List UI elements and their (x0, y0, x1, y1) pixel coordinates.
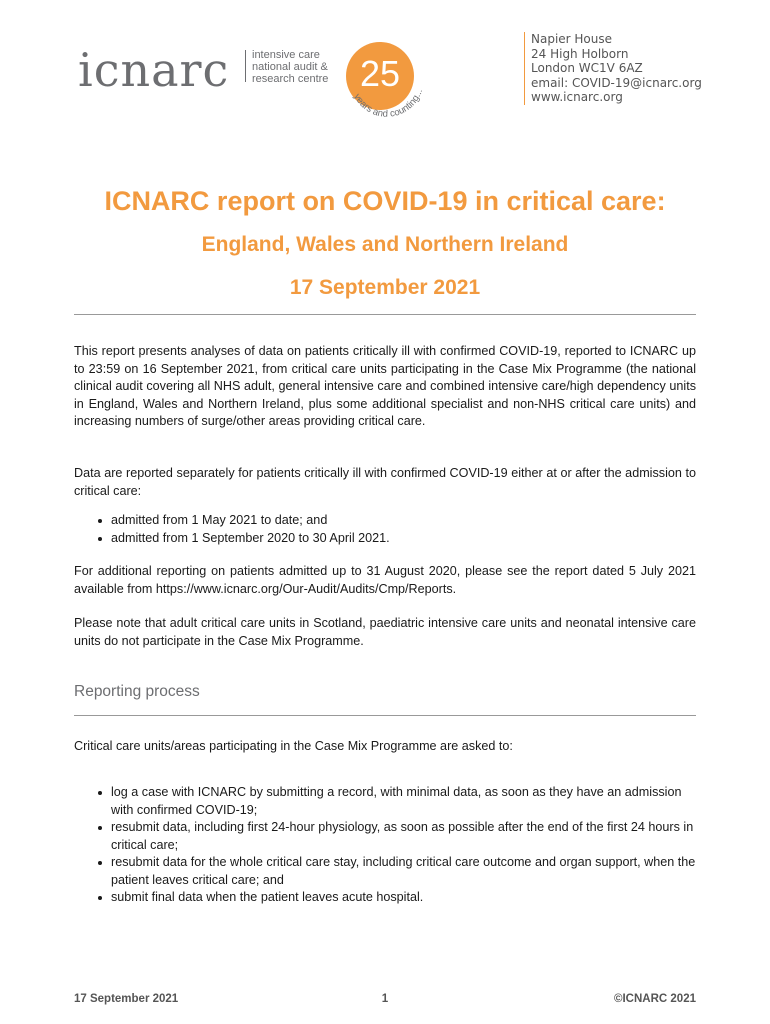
logo-divider (245, 50, 246, 82)
title-divider (74, 314, 696, 315)
address-line: Napier House (531, 32, 613, 46)
bullet-icon (98, 791, 102, 795)
report-date: 17 September 2021 (289, 276, 481, 299)
address-website[interactable]: www.icnarc.org (531, 90, 623, 104)
logo-wordmark: icnarc (78, 43, 230, 97)
intro-paragraph: Data are reported separately for patients critically ill with confirmed COVID-19 either at or after the admission to critical care: (74, 466, 696, 498)
intro-paragraph: For additional reporting on patients admitted up to 31 August 2020, please see the report dated 5 July 2021 available from https://www.icnarc.org/Our-Audit/Audits/Cmp/Reports. (74, 564, 696, 596)
address-email[interactable]: email: COVID-19@icnarc.org (531, 75, 702, 90)
footer-date: 17 September 2021 (74, 993, 179, 1005)
list-item: admitted from 1 September 2020 to 30 April 2021. (74, 530, 696, 548)
reporting-steps-list (74, 784, 696, 907)
bullet-icon (98, 896, 102, 900)
logo-tagline-line: research centre (252, 73, 329, 85)
logo-tagline-line: intensive care (252, 49, 320, 61)
icnarc-logo (78, 34, 426, 120)
page-number: 1 (381, 993, 389, 1005)
bullet-icon (98, 861, 102, 865)
bullet-icon (98, 519, 102, 523)
section-heading: Reporting process (74, 683, 200, 700)
bullet-icon (98, 537, 102, 541)
list-item: submit final data when the patient leaves acute hospital. (74, 889, 696, 907)
list-item: resubmit data, including first 24-hour physiology, as soon as possible after the end of the first 24 hours in critical care; (74, 819, 696, 854)
report-title: ICNARC report on COVID-19 in critical care: (104, 186, 666, 216)
list-item: log a case with ICNARC by submitting a record, with minimal data, as soon as they have an admission with confirmed COVID-19; (74, 784, 696, 819)
admission-period-list (74, 512, 696, 547)
address-line: London WC1V 6AZ (531, 61, 643, 75)
contact-address (524, 32, 702, 105)
report-region: England, Wales and Northern Ireland (201, 233, 569, 256)
logo-tagline (252, 49, 328, 85)
anniversary-badge-icon (340, 34, 426, 120)
badge-text: years and counting... (351, 87, 426, 120)
intro-paragraph: Please note that adult critical care units in Scotland, paediatric intensive care units and neonatal intensive care units do not participate in the Case Mix Programme. (74, 616, 696, 648)
intro-paragraph: This report presents analyses of data on patients critically ill with confirmed COVID-19, reported to ICNARC up to 23:59 on 16 September 2021, from critical care units participating in the Case Mix Programme (the national clinical audit covering all NHS adult, general intensive care and combined intensive care/high dependency units in England, Wales and Northern Ireland, plus some additional specialist and non-NHS critical care units) and increasing numbers of surge/other areas providing critical care. (74, 344, 696, 428)
badge-number: 25 (359, 53, 401, 94)
list-item: admitted from 1 May 2021 to date; and (74, 512, 696, 530)
bullet-icon (98, 826, 102, 830)
reporting-intro: Critical care units/areas participating in the Case Mix Programme are asked to: (74, 739, 513, 753)
section-divider (74, 715, 696, 716)
footer-copyright: ©ICNARC 2021 (614, 993, 696, 1005)
logo-tagline-line: national audit & (252, 61, 328, 73)
list-item: resubmit data for the whole critical care stay, including critical care outcome and organ support, when the patient leaves critical care; and (74, 854, 696, 889)
address-line: 24 High Holborn (531, 46, 629, 61)
